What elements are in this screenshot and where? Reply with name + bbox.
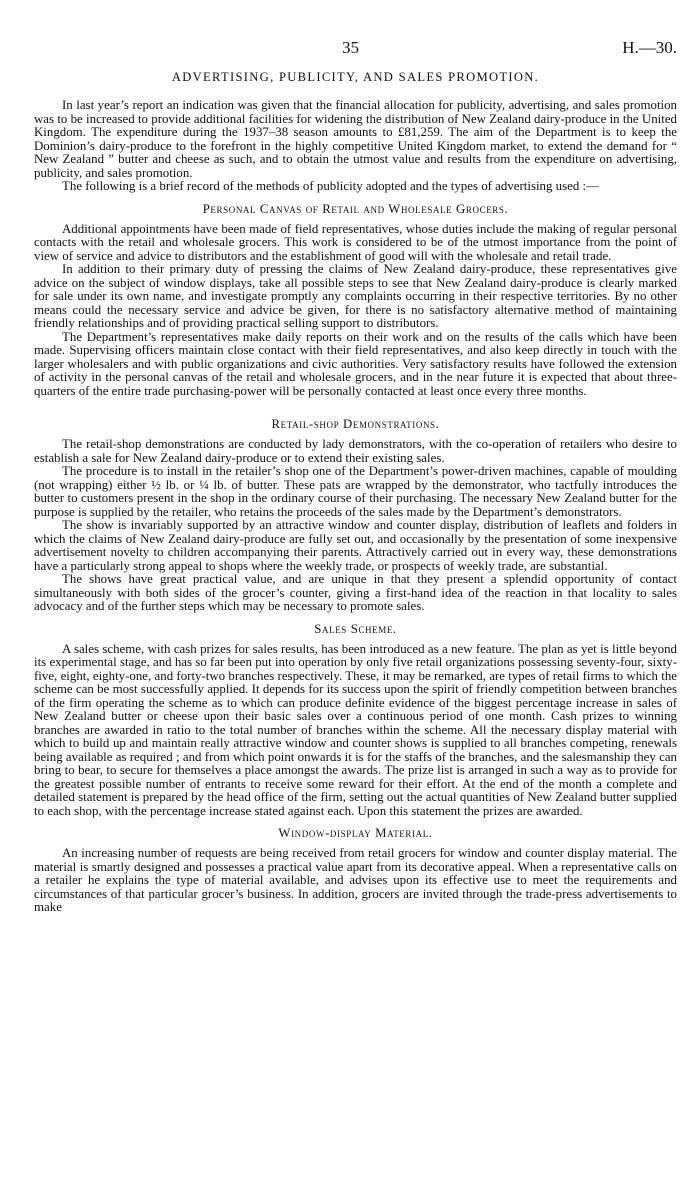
section-paragraph: In addition to their primary duty of pressing the claims of New Zealand dairy-produce, these representatives give advice on the subject of window displays, take all possible steps to see that New Zealand dairy-produce is clearly marked for sale under its own name, and investigate promptly any complaints occurring in their respective territories. By no other means could the necessary service and advice be given, for there is no satisfactory alternative method of maintaining friendly relationships and of providing practical selling support to distributors. — [34, 262, 677, 330]
section-heading-sales-scheme: Sales Scheme. — [314, 621, 397, 636]
section-paragraph: Additional appointments have been made of field representatives, whose duties include the making of regular personal contacts with the retail and wholesale grocers. This work is considered to be of the utmost importance from the point of view of service and advice to distributors and the establishment of good will with the wholesale and retail trade. — [34, 221, 677, 263]
page-reference: H.—30. — [622, 38, 677, 57]
section-heading-window-display-material: Window-display Material. — [278, 826, 433, 840]
intro-paragraph: In last year’s report an indication was given that the financial allocation for publicity, advertising, and sales promotion was to be increased to provide additional facilities for widening the distribution of New Zealand dairy-produce in the United Kingdom. The expenditure during the 1937–38 season amounts to £81,259. The aim of the Department is to keep the Dominion’s dairy-produce to the forefront in the highly competitive United Kingdom market, to extend the demand for “ New Zealand ” butter and cheese as such, and to obtain the utmost value and results from the expenditure on advertising, publicity, and sales promotion. — [34, 98, 677, 180]
page-number: 35 — [342, 38, 359, 57]
page-header — [34, 0, 677, 58]
section-heading-retail-shop-demonstrations: Retail-shop Demonstrations. — [271, 417, 440, 431]
section-paragraph: A sales scheme, with cash prizes for sales results, has been introduced as a new feature. The plan as yet is little beyond its experimental stage, and has so far been put into operation by only five retail organizations possessing seventy-four, sixty-five, eight, eighty-one, and forty-two branches respectively. These, it may be remarked, are types of retail firms to which the scheme can be most successfully applied. It depends for its success upon the spirit of friendly competition between branches of the firm operating the scheme as to which can produce definite evidence of the biggest percentage increase in sales of New Zealand butter or cheese upon their basic sales over a continuous period of one month. Cash prizes to winning branches are awarded in ratio to the total number of branches within the scheme. All the necessary display material with which to build up and maintain really attractive window and counter shows is supplied to all branches competing, renewals being available as required ; and from which point onwards it is for the staffs of the branches, and the salesmanship they can bring to bear, to secure for themselves a place amongst the awards. The prize list is arranged in such a way as to provide for the greatest possible number of entrants to receive some reward for their effort. At the end of the month a complete and detailed statement is prepared by the head office of the firm, setting out the actual quantities of New Zealand butter supplied to each shop, with the percentage increase stated against each. Upon this statement the prizes are awarded. — [34, 641, 677, 818]
section-paragraph: The shows have great practical value, and are unique in that they present a splendid opportunity of contact simultaneously with both sides of the grocer’s counter, giving a first-hand idea of the reaction in that locality to sales advocacy and of the further steps which may be necessary to promote sales. — [34, 572, 677, 613]
section-paragraph: The procedure is to install in the retailer’s shop one of the Department’s power-driven machines, capable of moulding (not wrapping) either ½ lb. or ¼ lb. of butter. These pats are wrapped by the demonstrator, who tactfully introduces the butter to customers present in the shop in the ordinary course of their purchasing. The necessary New Zealand butter for the purpose is supplied by the retailer, who retains the proceeds of the sales made by the Department’s demonstrators. — [34, 464, 677, 519]
intro-paragraph: The following is a brief record of the methods of publicity adopted and the types of advertising used :— — [62, 179, 599, 193]
section-paragraph: The retail-shop demonstrations are conducted by lady demonstrators, with the co-operation of retailers who desire to establish a sale for New Zealand dairy-produce or to extend their existing sales. — [34, 437, 677, 465]
section-paragraph: An increasing number of requests are being received from retail grocers for window and counter display material. The material is smartly designed and possesses a practical value apart from its decorative appeal. When a representative calls on a retailer he explains the type of material available, and advises upon its effective use to meet the requirements and circumstances of that particular grocer’s business. In addition, grocers are invited through the trade-press advertisements to make — [34, 846, 677, 914]
section-paragraph: The show is invariably supported by an attractive window and counter display, distribution of leaflets and folders in which the claims of New Zealand dairy-produce are fully set out, and occasionally by the presentation of some inexpensive advertisement novelty to children accompanying their parents. Attractively carried out in every way, these demonstrations have a particularly strong appeal to shops where the weekly trade, or prospects of weekly trade, are substantial. — [34, 518, 677, 573]
document-title: ADVERTISING, PUBLICITY, AND SALES PROMOTION. — [171, 70, 540, 84]
section-paragraph: The Department’s representatives make daily reports on their work and on the results of the calls which have been made. Supervising officers maintain close contact with their field representatives, and also keep directly in touch with the larger wholesalers and with public organizations and civic authorities. Very satisfactory results have followed the extension of activity in the personal canvas of the retail and wholesale grocers, and in the near future it is expected that about three-quarters of the entire trade purchasing-power will be personally contacted at least once every three months. — [34, 329, 677, 398]
section-heading-personal-canvas: Personal Canvas of Retail and Wholesale Grocers. — [202, 201, 509, 216]
